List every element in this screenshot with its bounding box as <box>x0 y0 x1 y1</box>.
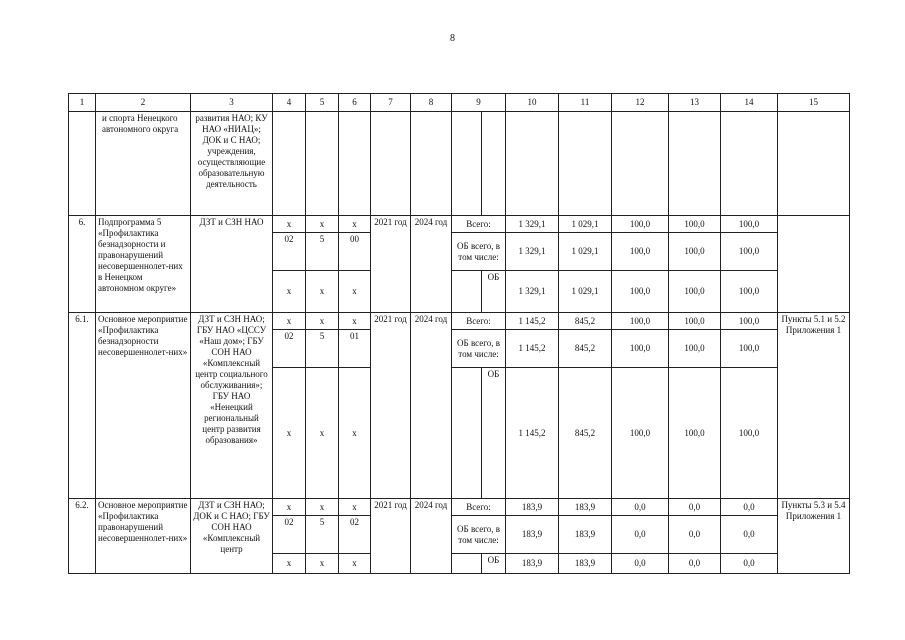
header-cell: 13 <box>669 94 721 112</box>
value-cell: 100,0 <box>669 216 721 233</box>
value-cell: 0,0 <box>669 499 721 516</box>
funding-label: Всего: <box>452 313 506 330</box>
funding-label: ОБ всего, в том числе: <box>452 233 506 271</box>
value-cell: 1 145,2 <box>506 330 559 368</box>
code-cell: x <box>306 554 339 574</box>
value-cell: 0,0 <box>612 516 669 554</box>
row-number: 6.1. <box>69 313 96 499</box>
code-cell: x <box>306 499 339 516</box>
page-number: 8 <box>450 33 455 44</box>
note-cell: Пункты 5.1 и 5.2 Приложения 1 <box>778 313 850 499</box>
year-end: 2024 год <box>411 313 452 499</box>
code-cell: x <box>339 554 371 574</box>
code-cell: 02 <box>273 516 306 554</box>
code-cell: 02 <box>273 330 306 368</box>
value-cell: 845,2 <box>559 313 612 330</box>
code-cell: x <box>273 499 306 516</box>
code-cell: x <box>339 368 371 499</box>
value-cell: 1 029,1 <box>559 216 612 233</box>
value-cell: 183,9 <box>506 554 559 574</box>
year-end: 2024 год <box>411 216 452 313</box>
code-cell: x <box>273 313 306 330</box>
program-table <box>68 93 850 574</box>
code-cell: x <box>273 271 306 313</box>
program-name: Основное мероприятие «Профилактика правонарушений несовершеннолет-них» <box>96 499 191 574</box>
table-row <box>69 216 850 233</box>
header-cell: 5 <box>306 94 339 112</box>
code-cell: x <box>306 271 339 313</box>
value-cell: 1 145,2 <box>506 313 559 330</box>
executor: ДЗТ и СЗН НАО <box>191 216 273 313</box>
code-cell: 00 <box>339 233 371 271</box>
value-cell: 100,0 <box>612 271 669 313</box>
code-cell: x <box>273 368 306 499</box>
executor: ДЗТ и СЗН НАО; ДОК и С НАО; ГБУ СОН НАО «Комплексный центр <box>191 499 273 574</box>
value-cell: 100,0 <box>612 330 669 368</box>
code-cell: 02 <box>273 233 306 271</box>
funding-label: Всего: <box>452 216 506 233</box>
code-cell: x <box>339 216 371 233</box>
code-cell: x <box>273 216 306 233</box>
executor: ДЗТ и СЗН НАО; ГБУ НАО «ЦССУ «Наш дом»; ГБУ СОН НАО «Комплексный центр социального обслуживания»; ГБУ НАО «Ненецкий региональный центр развития образования» <box>191 313 273 499</box>
header-cell: 9 <box>452 94 506 112</box>
value-cell: 100,0 <box>669 233 721 271</box>
value-cell: 1 029,1 <box>559 233 612 271</box>
value-cell: 100,0 <box>721 233 778 271</box>
program-name: Подпрограмма 5 «Профилактика безнадзорности и правонарушений несовершеннолет-них в Ненецком автономном округе» <box>96 216 191 313</box>
header-cell: 10 <box>506 94 559 112</box>
code-cell: x <box>339 313 371 330</box>
value-cell: 1 329,1 <box>506 271 559 313</box>
code-cell: 02 <box>339 516 371 554</box>
row-number: 6.2. <box>69 499 96 574</box>
value-cell: 0,0 <box>721 554 778 574</box>
funding-label: Всего: <box>452 499 506 516</box>
year-start: 2021 год <box>371 313 411 499</box>
value-cell: 100,0 <box>612 368 669 499</box>
value-cell: 183,9 <box>559 499 612 516</box>
funding-label: ОБ <box>482 368 506 499</box>
year-end: 2024 год <box>411 499 452 574</box>
program-name: Основное мероприятие «Профилактика безнадзорности несовершеннолет-них» <box>96 313 191 499</box>
table-row <box>69 313 850 330</box>
code-cell: 5 <box>306 516 339 554</box>
header-cell: 14 <box>721 94 778 112</box>
funding-label: ОБ всего, в том числе: <box>452 330 506 368</box>
value-cell: 1 029,1 <box>559 271 612 313</box>
value-cell: 845,2 <box>559 368 612 499</box>
value-cell: 1 329,1 <box>506 233 559 271</box>
value-cell: 100,0 <box>721 216 778 233</box>
funding-label: ОБ <box>482 554 506 574</box>
code-cell: 5 <box>306 233 339 271</box>
note-cell <box>778 216 850 313</box>
funding-label: ОБ <box>482 271 506 313</box>
code-cell: x <box>306 368 339 499</box>
program-name: и спорта Ненецкого автономного округа <box>96 112 191 216</box>
value-cell: 100,0 <box>612 216 669 233</box>
value-cell: 845,2 <box>559 330 612 368</box>
value-cell: 100,0 <box>669 368 721 499</box>
value-cell: 0,0 <box>669 516 721 554</box>
value-cell: 0,0 <box>669 554 721 574</box>
value-cell: 183,9 <box>506 516 559 554</box>
value-cell: 0,0 <box>721 499 778 516</box>
value-cell: 0,0 <box>612 554 669 574</box>
year-start: 2021 год <box>371 216 411 313</box>
value-cell: 0,0 <box>721 516 778 554</box>
executor: развития НАО; КУ НАО «НИАЦ»; ДОК и С НАО; учреждения, осуществляющие образовательную деятельность <box>191 112 273 216</box>
value-cell: 100,0 <box>669 330 721 368</box>
code-cell: x <box>273 554 306 574</box>
value-cell: 183,9 <box>559 554 612 574</box>
value-cell: 100,0 <box>721 313 778 330</box>
table-row <box>69 499 850 516</box>
code-cell: x <box>339 499 371 516</box>
code-cell: x <box>306 216 339 233</box>
header-cell: 15 <box>778 94 850 112</box>
header-cell: 7 <box>371 94 411 112</box>
value-cell: 100,0 <box>669 313 721 330</box>
value-cell: 183,9 <box>506 499 559 516</box>
value-cell: 100,0 <box>721 368 778 499</box>
header-row <box>69 94 850 112</box>
header-cell: 8 <box>411 94 452 112</box>
row-number: 6. <box>69 216 96 313</box>
header-cell: 11 <box>559 94 612 112</box>
header-cell: 3 <box>191 94 273 112</box>
funding-label: ОБ всего, в том числе: <box>452 516 506 554</box>
value-cell: 100,0 <box>721 330 778 368</box>
value-cell: 100,0 <box>721 271 778 313</box>
value-cell: 1 145,2 <box>506 368 559 499</box>
continuation-row <box>69 112 850 216</box>
header-cell: 4 <box>273 94 306 112</box>
header-cell: 6 <box>339 94 371 112</box>
code-cell: 01 <box>339 330 371 368</box>
code-cell: 5 <box>306 330 339 368</box>
year-start: 2021 год <box>371 499 411 574</box>
value-cell: 1 329,1 <box>506 216 559 233</box>
code-cell: x <box>306 313 339 330</box>
header-cell: 12 <box>612 94 669 112</box>
value-cell: 100,0 <box>669 271 721 313</box>
header-cell: 1 <box>69 94 96 112</box>
value-cell: 0,0 <box>612 499 669 516</box>
note-cell: Пункты 5.3 и 5.4 Приложения 1 <box>778 499 850 574</box>
value-cell: 100,0 <box>612 233 669 271</box>
code-cell: x <box>339 271 371 313</box>
value-cell: 100,0 <box>612 313 669 330</box>
header-cell: 2 <box>96 94 191 112</box>
value-cell: 183,9 <box>559 516 612 554</box>
